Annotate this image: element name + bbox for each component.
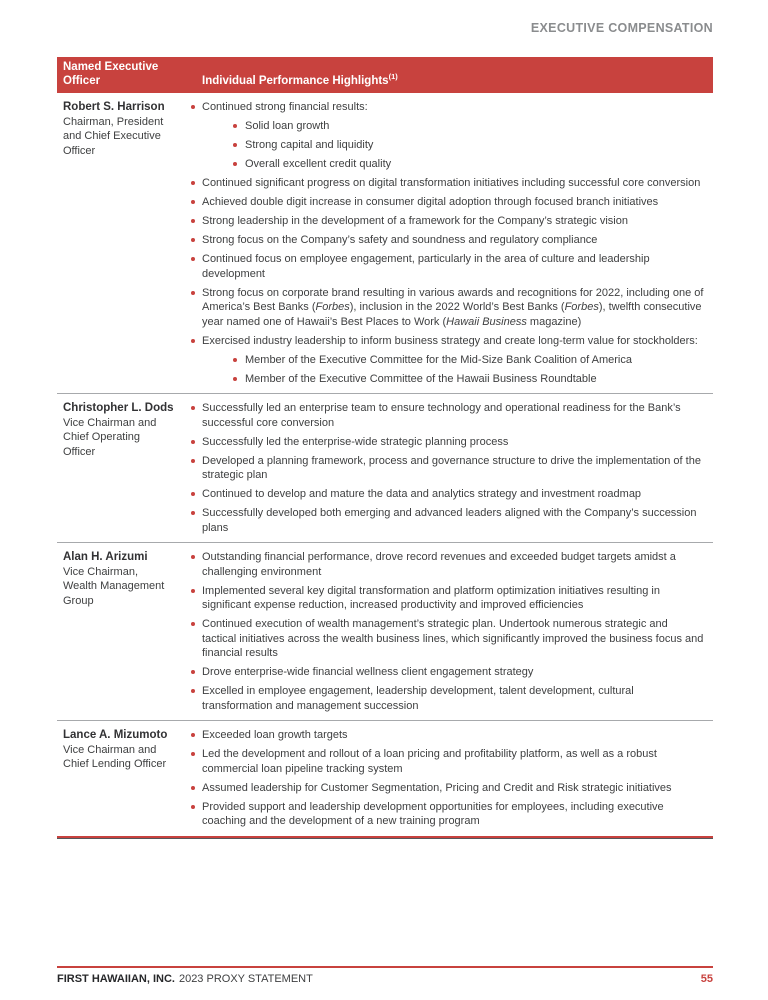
bullet-item [190,176,713,191]
footer-left [57,973,313,985]
section-title: EXECUTIVE COMPENSATION [530,21,713,35]
table-row [57,542,713,720]
bullet-icon [191,670,195,674]
bullet-item [190,100,713,115]
bullet-text: Exercised industry leadership to inform business strategy and create long-term value for stockholders: [202,334,698,347]
bullet-icon [233,124,237,128]
bullet-text: Achieved double digit increase in consumer digital adoption through focused branch initiatives [202,196,659,208]
highlights-cell [190,726,713,829]
bullet-item [190,800,713,829]
page-number: 55 [700,973,713,985]
bullet-text: Continued significant progress on digital transformation initiatives including successful core conversion [202,177,701,189]
bullet-text [202,287,703,328]
bullet-item [190,119,713,134]
bullet-icon [233,143,237,147]
bullet-icon [191,555,195,559]
bullet-text: Strong focus on the Company’s safety and soundness and regulatory compliance [202,234,598,246]
bullet-icon [191,406,195,410]
table-header-row [57,57,713,93]
bullet-icon [191,733,195,737]
bullet-icon [191,200,195,204]
bullet-icon [191,459,195,463]
bullet-item [190,401,713,430]
bullet-text: Continued strong financial results: [202,101,368,113]
bullet-text: Developed a planning framework, process and governance structure to drive the implementation of the strategic plan [202,454,701,481]
column-header-highlights [190,71,713,89]
column-header-officer: Named Executive Officer [63,61,159,87]
highlights-cell [190,98,713,386]
bullet-text: Excelled in employee engagement, leadership development, talent development, cultural transformation and management succession [202,685,634,712]
officer-name: Robert S. Harrison [63,101,165,113]
bullet-item [190,372,713,387]
officer-cell [57,726,190,829]
bullet-text: Led the development and rollout of a loan pricing and profitability platform, as well as a robust commercial loan pipeline tracking system [202,748,657,775]
bullet-item [190,487,713,502]
bullet-item [190,353,713,368]
bullet-icon [191,440,195,444]
bullet-item [190,233,713,248]
bullet-item [190,157,713,172]
bullet-icon [191,511,195,515]
bullet-text: Outstanding financial performance, drove record revenues and exceeded budget targets amidst a challenging environment [202,551,676,578]
bullet-text: Provided support and leadership development opportunities for employees, including executive coaching and the development of a new training program [202,800,664,827]
officer-title: Vice Chairman and Chief Operating Officer [63,416,157,458]
bullet-item [190,435,713,450]
bullet-icon [191,492,195,496]
bullet-text: Overall excellent credit quality [245,158,392,170]
bullet-icon [191,786,195,790]
bullet-icon [191,339,195,343]
bullet-icon [191,752,195,756]
bullet-icon [191,181,195,185]
officer-title: Vice Chairman, Wealth Management Group [63,565,165,607]
bullet-item [190,781,713,796]
bullet-icon [191,805,195,809]
bullet-icon [191,238,195,242]
italic-text-segment: Forbes [564,301,599,313]
bullet-item [190,252,713,281]
bullet-text: Exceeded loan growth targets [202,729,348,741]
footnote-marker: (1) [388,71,398,81]
officer-name: Christopher L. Dods [63,402,174,414]
table-row [57,720,713,836]
bullet-item [190,286,713,330]
bullet-text: Implemented several key digital transformation and platform optimization initiatives resulting in significant expense reduction, increased productivity and improved efficiencies [202,584,660,611]
bullet-text: Strong capital and liquidity [245,139,374,151]
footer-document-name: 2023 PROXY STATEMENT [178,973,313,985]
table-row [57,93,713,393]
bullet-icon [191,622,195,626]
bullet-item [190,138,713,153]
bullet-icon [233,162,237,166]
highlights-cell [190,548,713,713]
table-row [57,393,713,542]
text-segment: Strong focus on corporate brand resulting in various awards and recognitions for 2022, including one of America’s Best Banks ( [202,286,704,313]
bullet-text: Member of the Executive Committee of the Hawaii Business Roundtable [245,372,597,385]
officer-cell [57,98,190,386]
text-segment: ), inclusion in the 2022 World’s Best Banks ( [349,301,565,313]
bullet-item [190,214,713,229]
officer-cell [57,548,190,713]
performance-highlights-table [57,57,713,839]
bullet-item [190,684,713,713]
officer-name: Alan H. Arizumi [63,551,148,563]
bullet-text: Member of the Executive Committee for the Mid-Size Bank Coalition of America [245,353,632,366]
bullet-text: Strong leadership in the development of a framework for the Company’s strategic vision [202,215,628,227]
officer-cell [57,399,190,535]
bullet-icon [233,377,237,381]
italic-text-segment: Hawaii Business [446,315,527,328]
bullet-text: Continued to develop and mature the data and analytics strategy and investment roadmap [202,488,642,500]
bullet-icon [191,105,195,109]
bullet-item [190,584,713,613]
text-segment: ), twelfth consecutive year named one of Hawaii’s Best Places to Work ( [202,301,702,328]
bullet-item [190,195,713,210]
table-body [57,93,713,836]
bullet-text: Assumed leadership for Customer Segmentation, Pricing and Credit and Risk strategic initiatives [202,781,672,794]
italic-text-segment: Forbes [315,301,350,313]
bullet-icon [191,219,195,223]
bullet-text: Continued focus on employee engagement, particularly in the area of culture and leadership development [202,253,650,280]
officer-title: Chairman, President and Chief Executive Officer [63,115,164,157]
bullet-text: Successfully led the enterprise-wide strategic planning process [202,435,509,448]
footer-company-name: FIRST HAWAIIAN, INC. [57,973,175,985]
bullet-icon [233,358,237,362]
bullet-item [190,334,713,349]
bullet-icon [191,589,195,593]
bullet-item [190,617,713,661]
bullet-text: Drove enterprise-wide financial wellness client engagement strategy [202,666,534,678]
text-segment: magazine) [526,315,582,328]
bullet-item [190,728,713,743]
bullet-item [190,665,713,680]
column-header-highlights-label: Individual Performance Highlights [202,74,389,87]
table-bottom-border-shadow [57,838,713,839]
bullet-item [190,454,713,483]
highlights-cell [190,399,713,535]
bullet-icon [191,689,195,693]
bullet-item [190,747,713,776]
bullet-text: Successfully developed both emerging and advanced leaders aligned with the Company’s succession plans [202,507,697,534]
bullet-text: Successfully led an enterprise team to ensure technology and operational readiness for the Bank’s successful core conversion [202,402,681,429]
officer-title: Vice Chairman and Chief Lending Officer [63,743,167,770]
bullet-text: Solid loan growth [245,120,330,132]
bullet-item [190,550,713,579]
bullet-item [190,506,713,535]
officer-name: Lance A. Mizumoto [63,729,168,741]
bullet-icon [191,257,195,261]
bullet-text: Continued execution of wealth management’s strategic plan. Undertook numerous strategic and tactical initiatives across the wealth business lines, which significantly improved the business focus and financial results [202,618,704,659]
page-footer [57,966,713,985]
bullet-icon [191,291,195,295]
